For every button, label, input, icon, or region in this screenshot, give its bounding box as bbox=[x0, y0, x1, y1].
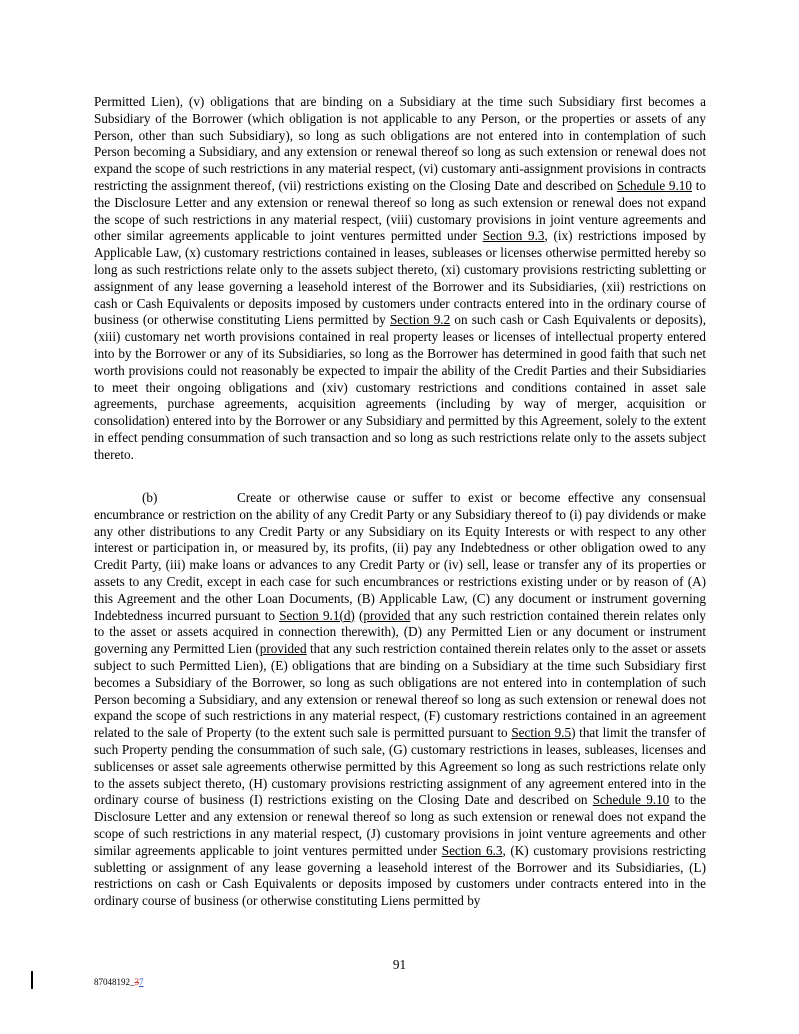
paragraph-text: ( bbox=[354, 607, 364, 623]
cross-reference-link: provided bbox=[259, 641, 307, 657]
footer-deleted-version: 3 bbox=[134, 977, 139, 987]
cross-reference-link: Schedule 9.10 bbox=[592, 792, 670, 808]
paragraph-text: Create or otherwise cause or suffer to exist or become effective any consensual encumbrance or restriction on the ability of any Credit Party or any Subsidiary thereof to (i) pay dividends or make any other distributions to any Credit Party or any Subsidiary on its Equity Interests or with respect to any other interest or participation in, or measured by, its profits, (ii) pay any Indebtedness or other obligation owed to any Credit Party, (iii) make loans or advances to any Credit Party or (iv) sell, lease or transfer any of its properties or assets to any Credit, except in each case for such encumbrances or restrictions existing under or by reason of (A) this Agreement and the other Loan Documents, (B) Applicable Law, (C) any document or instrument governing Indebtedness incurred pursuant to bbox=[94, 490, 706, 623]
paragraph-text: that any such restriction contained therein relates only to the asset or assets acquired in connection therewith), (D) any Permitted Lien or any document or instrument governing any Permitted Lien ( bbox=[94, 607, 706, 657]
paragraph-text: ) that limit the transfer of such Property pending the consummation of such sale, (G) customary restrictions in leases, subleases, licenses and sublicenses or asset sale agreements otherwise permitted by this Agreement so long as such restrictions relate only to the assets subject thereto, (H) customary provisions restricting assignment of any agreement entered into in the ordinary course of business (I) restrictions existing on the Closing Date and described on bbox=[94, 725, 707, 808]
paragraph-text: to the Disclosure Letter and any extension or renewal thereof so long as such extension or renewal does not expand the scope of such restrictions in any material respect, (J) customary provisions in joint venture agreements and other similar agreements applicable to joint ventures permitted under bbox=[94, 792, 706, 858]
footer-doc-id bbox=[94, 977, 144, 987]
paragraph-text: that any such restriction contained therein relates only to the asset or assets subject to such Permitted Lien), (E) obligations that are binding on a Subsidiary at the time such Subsidiary first becomes a Subsidiary of the Borrower, so long as such obligations are not entered into in contemplation of such Person becoming a Subsidiary, and any extension or renewal thereof so long as such extension or renewal does not expand the scope of such restrictions in any material respect, (F) customary restrictions contained in an agreement related to the sale of Property (to the extent such sale is permitted pursuant to bbox=[94, 641, 706, 741]
cross-reference-link: Section 9.3 bbox=[482, 228, 545, 244]
paragraph-text: on such cash or Cash Equivalents or deposits), (xiii) customary net worth provisions contained in real property leases or licenses of intellectual property entered into by the Borrower or any of its Subsidiaries, so long as the Borrower has determined in good faith that such net worth provisions could not reasonably be expected to impair the ability of the Credit Parties and their Subsidiaries to meet their ongoing obligations and (xiv) customary restrictions and conditions contained in asset sale agreements, purchase agreements, acquisition agreements (including by way of merger, acquisition or consolidation) entered into by the Borrower or any Subsidiary and permitted by this Agreement, solely to the extent in effect pending consummation of such transaction and so long as such restrictions relate only to the assets subject thereto. bbox=[94, 312, 706, 462]
cross-reference-link: Section 9.1(d) bbox=[279, 607, 355, 623]
cross-reference-link: Section 6.3 bbox=[441, 842, 503, 858]
footer-inserted-version: 7 bbox=[139, 977, 144, 987]
paragraph-text: to the Disclosure Letter and any extension or renewal thereof so long as such extension or renewal does not expand the scope of such restrictions in any material respect, (viii) customary provisions in joint venture agreements and other similar agreements applicable to joint ventures permitted under bbox=[94, 177, 706, 244]
cross-reference-link: Section 9.5 bbox=[511, 725, 572, 741]
paragraph-continuation bbox=[94, 94, 706, 464]
change-bar bbox=[31, 971, 33, 989]
paragraph-text: , (ix) restrictions imposed by Applicable Law, (x) customary restrictions contained in leases, subleases or licenses otherwise permitted hereby so long as such restrictions relate only to the assets subject thereto, (xi) customary provisions restricting subletting or assignment of any lease governing a leasehold interest of the Borrower and its Subsidiaries, (xii) restrictions on cash or Cash Equivalents or deposits imposed by customers under contracts entered into in the ordinary course of business (or otherwise constituting Liens permitted by bbox=[94, 228, 706, 328]
paragraph-text: , (K) customary provisions restricting subletting or assignment of any lease governing a leasehold interest of the Borrower and its Subsidiaries, (L) restrictions on cash or Cash Equivalents or deposits imposed by customers under contracts entered into in the ordinary course of business (or otherwise constituting Liens permitted by bbox=[94, 842, 706, 909]
page-number: 91 bbox=[392, 957, 407, 972]
footer-doc-number: 87048192_ bbox=[94, 977, 135, 987]
cross-reference-link: Schedule 9.10 bbox=[616, 177, 692, 193]
paragraph-b-label: (b) bbox=[142, 490, 158, 505]
paragraph-text: Permitted Lien), (v) obligations that are binding on a Subsidiary at the time such Subsidiary first becomes a Subsidiary of the Borrower (which obligation is not applicable to any Person, or the properties or assets of any Person, other than such Subsidiary), so long as such obligations are not entered into in contemplation of such Person becoming a Subsidiary, and any extension or renewal thereof so long as such extension or renewal does not expand the scope of such restrictions in any material respect, (vi) customary anti-assignment provisions in contracts restricting the assignment thereof, (vii) restrictions existing on the Closing Date and described on bbox=[94, 94, 706, 193]
cross-reference-link: Section 9.2 bbox=[389, 312, 451, 328]
paragraph-b bbox=[94, 490, 706, 910]
cross-reference-link: provided bbox=[363, 607, 411, 623]
